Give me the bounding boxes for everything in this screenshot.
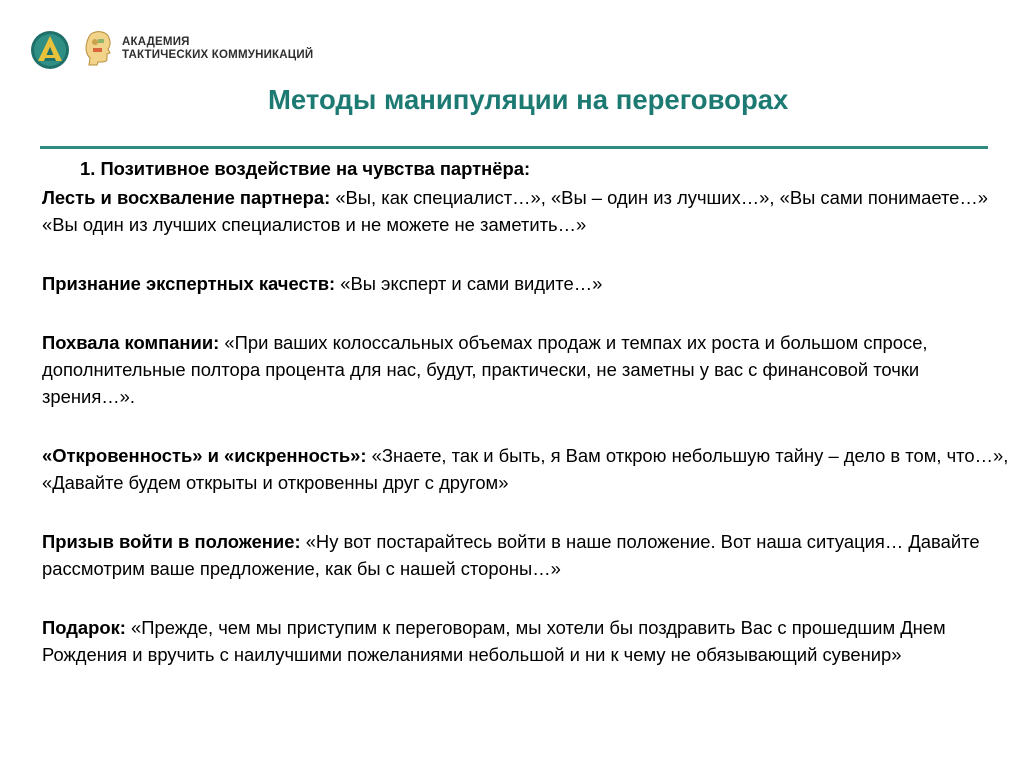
paragraph-label: Признание экспертных качеств: [42, 273, 336, 294]
paragraph-text: «При ваших колоссальных объемах продаж и темпах их роста и большом спросе, дополнительные полтора процента для нас, будут, практически, не заметны у вас с финансовой точки зрения…». [42, 332, 928, 407]
paragraph-flattery [42, 184, 1017, 238]
paragraph-label: Похвала компании: [42, 332, 220, 353]
paragraph-text: «Вы эксперт и сами видите…» [335, 273, 603, 294]
paragraph-text: «Прежде, чем мы приступим к переговорам, мы хотели бы поздравить Вас с прошедшим Днем Рождения и вручить с наилучшими пожеланиями небольшой и ни к чему не обязывающий сувенир» [42, 617, 946, 665]
paragraph-label: «Откровенность» и «искренность»: [42, 445, 367, 466]
academy-name [122, 36, 313, 62]
paragraph-company-praise [42, 329, 1017, 410]
academy-line-2: ТАКТИЧЕСКИХ КОММУНИКАЦИЙ [122, 49, 314, 61]
section-heading: 1. Позитивное воздействие на чувства партнёра: [80, 158, 531, 179]
paragraph-empathy-appeal [42, 528, 1017, 582]
paragraph-label: Подарок: [42, 617, 126, 638]
academy-line-1: АКАДЕМИЯ [122, 36, 190, 48]
page-title: Методы манипуляции на переговорах [268, 84, 789, 115]
paragraph-gift [42, 614, 1017, 668]
paragraph-expertise [42, 270, 1017, 297]
paragraph-text: «Ну вот постарайтесь войти в наше положение. Вот наша ситуация… Давайте рассмотрим ваше предложение, как бы с нашей стороны…» [42, 531, 980, 579]
paragraph-label: Лесть и восхваление партнера: [42, 187, 331, 208]
academy-a-logo-icon [30, 30, 70, 70]
paragraph-frankness [42, 442, 1017, 496]
paragraph-label: Призыв войти в положение: [42, 531, 301, 552]
slide-content [42, 155, 1017, 668]
paragraph-text: «Знаете, так и быть, я Вам открою небольшую тайну – дело в том, что…», «Давайте будем открыты и откровенны друг с другом» [42, 445, 1009, 493]
paragraph-text: «Вы, как специалист…», «Вы – один из лучших…», «Вы сами понимаете…» «Вы один из лучших специалистов и не можете не заметить…» [42, 187, 989, 235]
title-divider [40, 146, 988, 149]
head-profile-logo-icon [85, 30, 113, 66]
